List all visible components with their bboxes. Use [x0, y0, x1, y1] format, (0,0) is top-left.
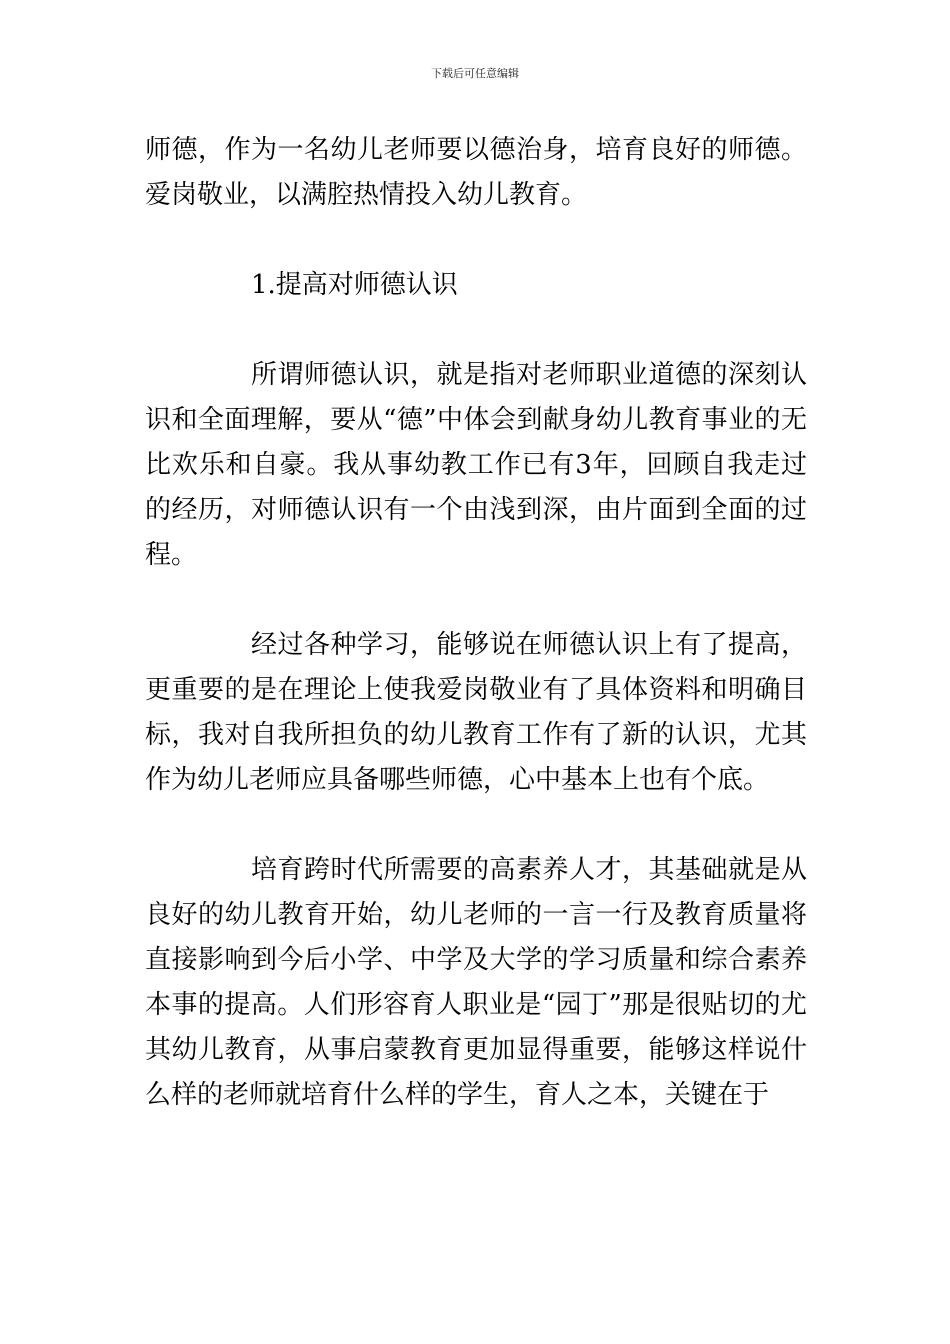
paragraph-intro: 师德，作为一名幼儿老师要以德治身，培育良好的师德。爱岗敬业，以满腔热情投入幼儿教育。: [145, 135, 807, 210]
paragraph-learning-improvement: 经过各种学习，能够说在师德认识上有了提高，更重要的是在理论上使我爱岗敬业有了具体资料和明确目标，我对自我所担负的幼儿教育工作有了新的认识，尤其作为幼儿老师应具备哪些师德，心中基本上也有个底。: [145, 630, 807, 795]
paragraph-cultivating-talent: 培育跨时代所需要的高素养人才，其基础就是从良好的幼儿教育开始，幼儿老师的一言一行及教育质量将直接影响到今后小学、中学及大学的学习质量和综合素养本事的提高。人们形容育人职业是“园丁”那是很贴切的尤其幼儿教育，从事启蒙教育更加显得重要，能够这样说什么样的老师就培育什么样的学生，育人之本，关键在于: [145, 855, 807, 1110]
paragraph-teacher-ethics-definition: 所谓师德认识，就是指对老师职业道德的深刻认识和全面理解，要从“德”中体会到献身幼儿教育事业的无比欢乐和自豪。我从事幼教工作已有3年，回顾自我走过的经历，对师德认识有一个由浅到深，由片面到全面的过程。: [145, 360, 807, 570]
document-body: [145, 128, 807, 1118]
section-heading: 1.提高对师德认识: [251, 270, 458, 300]
page-header: 下载后可任意编辑: [431, 67, 519, 80]
